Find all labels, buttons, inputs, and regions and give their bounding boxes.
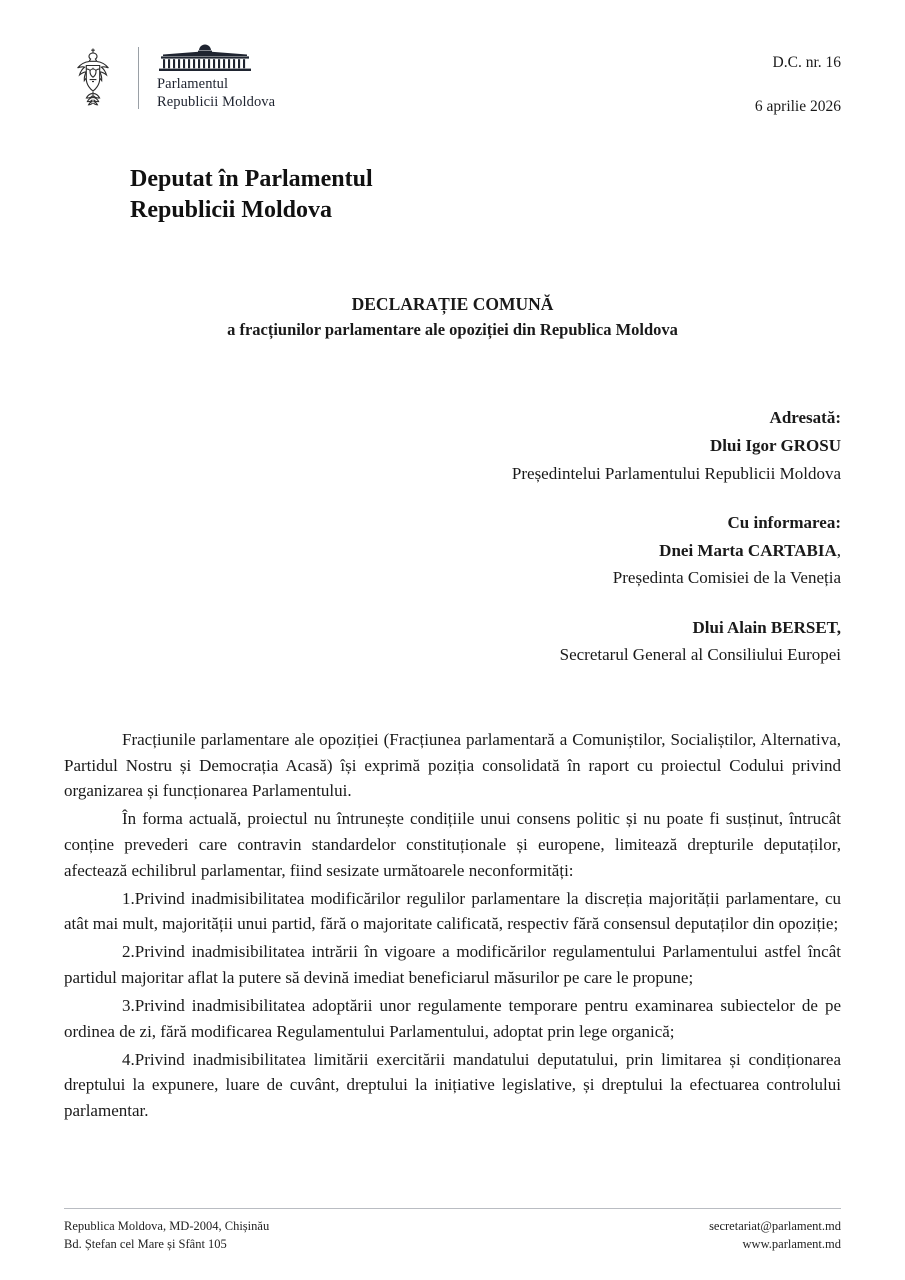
body-paragraph: 3.Privind inadmisibilitatea adoptării unor regulamente temporare pentru examinarea subiectelor de pe ordinea de zi, fără modificarea Regulamentului Parlamentului, adoptat prin lege organică; [64,995,841,1041]
cc-addressee-coe [64,614,841,669]
parliament-branding [64,44,275,111]
institution-name-line2: Republicii Moldova [157,93,276,110]
footer-email[interactable]: secretariat@parlament.md [709,1218,841,1233]
document-body [64,727,841,1124]
addressee-role: Președintelui Parlamentului Republicii Moldova [511,463,841,483]
page-title-line2: Republicii Moldova [130,196,333,223]
parliament-building-icon [157,44,253,72]
body-paragraph: Fracțiunile parlamentare ale opoziției (Fracțiunea parlamentară a Comuniștilor, Socialiștilor, Alternativa, Partidul Nostru și Democrația Acasă) își exprimă poziția consolidată în raport cu proiectul Codului privind organizarea și funcționarea Parlamentului. [64,729,841,801]
footer-website[interactable]: www.parlament.md [742,1237,841,1252]
addressee-name: Dlui Igor GROSU [710,435,841,455]
cc-label: Cu informarea: [727,513,841,533]
cc-role-coe: Secretarul General al Consiliului Europei [559,645,841,665]
brand-divider [138,47,139,109]
declaration-subtitle: a fracțiunilor parlamentare ale opoziției din Republica Moldova [227,319,678,339]
cc-name-venice-comma: , [836,540,841,560]
body-paragraph: În forma actuală, proiectul nu întrunește condițiile unui consens politic și nu poate fi susținut, întrucât conține prevederi care contravin standardelor constituționale și europene, limitează drepturile deputaților, afectează echilibrul parlamentar, fiind sesizate următoarele neconformități: [64,809,841,880]
primary-addressee [64,404,841,487]
footer-address-line2: Bd. Ștefan cel Mare și Sfânt 105 [64,1237,227,1252]
footer-address-line1: Republica Moldova, MD-2004, Chișinău [64,1218,270,1233]
page-title [64,164,841,225]
document-number: D.C. nr. 16 [772,54,841,71]
body-paragraph: 2.Privind inadmisibilitatea intrării în vigoare a modificărilor regulamentului Parlamentului astfel încât partidul majoritar aflat la putere să devină imediat beneficiarul măsurilor pe care le propune; [64,942,841,988]
cc-role-venice: Președinta Comisiei de la Veneția [612,568,841,588]
addressee-label: Adresată: [769,408,841,428]
cc-name-venice: Dnei Marta CARTABIA [659,540,837,560]
footer-contacts [709,1217,841,1255]
declaration-title: DECLARAȚIE COMUNĂ [351,294,554,315]
cc-addressee-venice [64,509,841,592]
institution-name-line1: Parlamentul [157,76,229,92]
footer-address [64,1217,269,1255]
declaration-heading [64,291,841,342]
addressee-block [64,404,841,668]
document-footer [64,1208,841,1255]
body-paragraph: 4.Privind inadmisibilitatea limitării exercitării mandatului deputatului, prin limitarea și condiționarea dreptului la expunere, luare de cuvânt, dreptului la inițiative legislative, și dreptului la efectuarea controlului parlamentar. [64,1049,841,1121]
document-header [64,44,841,116]
parliament-logo [157,44,275,111]
document-meta [755,44,841,116]
cc-name-coe: Dlui Alain BERSET, [692,617,841,637]
body-paragraph: 1.Privind inadmisibilitatea modificărilor regulilor parlamentare la discreția majorității parlamentare, cu atât mai mult, majorității unui partid, fără o majoritate calificată, respectiv fără consensul deputaților din opoziție; [64,888,841,934]
coat-of-arms-icon [70,46,116,110]
document-date: 6 aprilie 2026 [754,98,841,115]
page-title-line1: Deputat în Parlamentul [130,166,373,192]
footer-divider [64,1208,841,1209]
